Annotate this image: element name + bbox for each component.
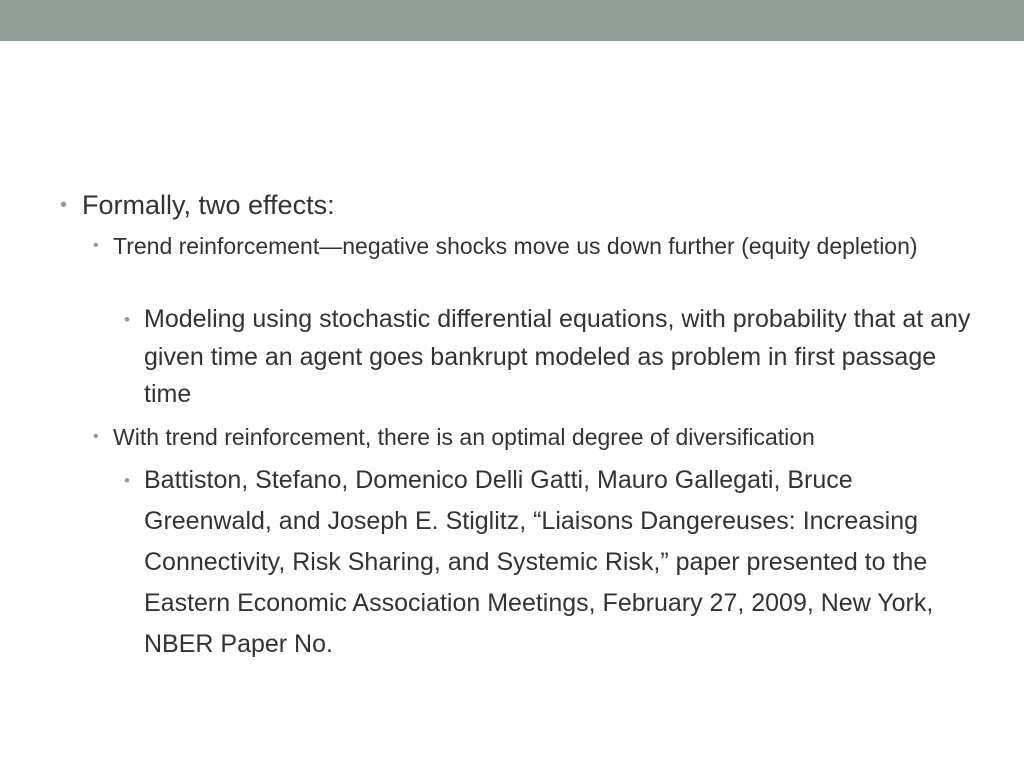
bullet-text: With trend reinforcement, there is an optimal degree of diversification (113, 424, 815, 450)
bullet-optimal-diversification (93, 421, 953, 453)
bullet-text: Trend reinforcement—negative shocks move us down further (equity depletion) (113, 233, 918, 259)
bullet-text: Formally, two effects: (82, 190, 335, 220)
bullet-dot-icon: • (93, 237, 99, 254)
bullet-trend-reinforcement (93, 230, 953, 262)
bullet-citation (124, 460, 974, 665)
bullet-dot-icon: • (124, 471, 130, 490)
bullet-dot-icon: • (124, 310, 130, 329)
bullet-dot-icon: • (93, 428, 99, 445)
bullet-text: Modeling using stochastic differential equations, with probability that at any given time an agent goes bankrupt modeled as problem in first passage time (144, 305, 971, 408)
bullet-formally-two-effects (60, 187, 962, 223)
bullet-modeling-sde (124, 301, 974, 414)
bullet-text: Battiston, Stefano, Domenico Delli Gatti, Mauro Gallegati, Bruce Greenwald, and Joseph E. Stiglitz, “Liaisons Dangereuses: Increasing Connectivity, Risk Sharing, and Systemic Risk,” paper presented to the Eastern Economic Association Meetings, February 27, 2009, New York, NBER Paper No. (144, 466, 934, 658)
bullet-dot-icon: • (60, 194, 68, 216)
